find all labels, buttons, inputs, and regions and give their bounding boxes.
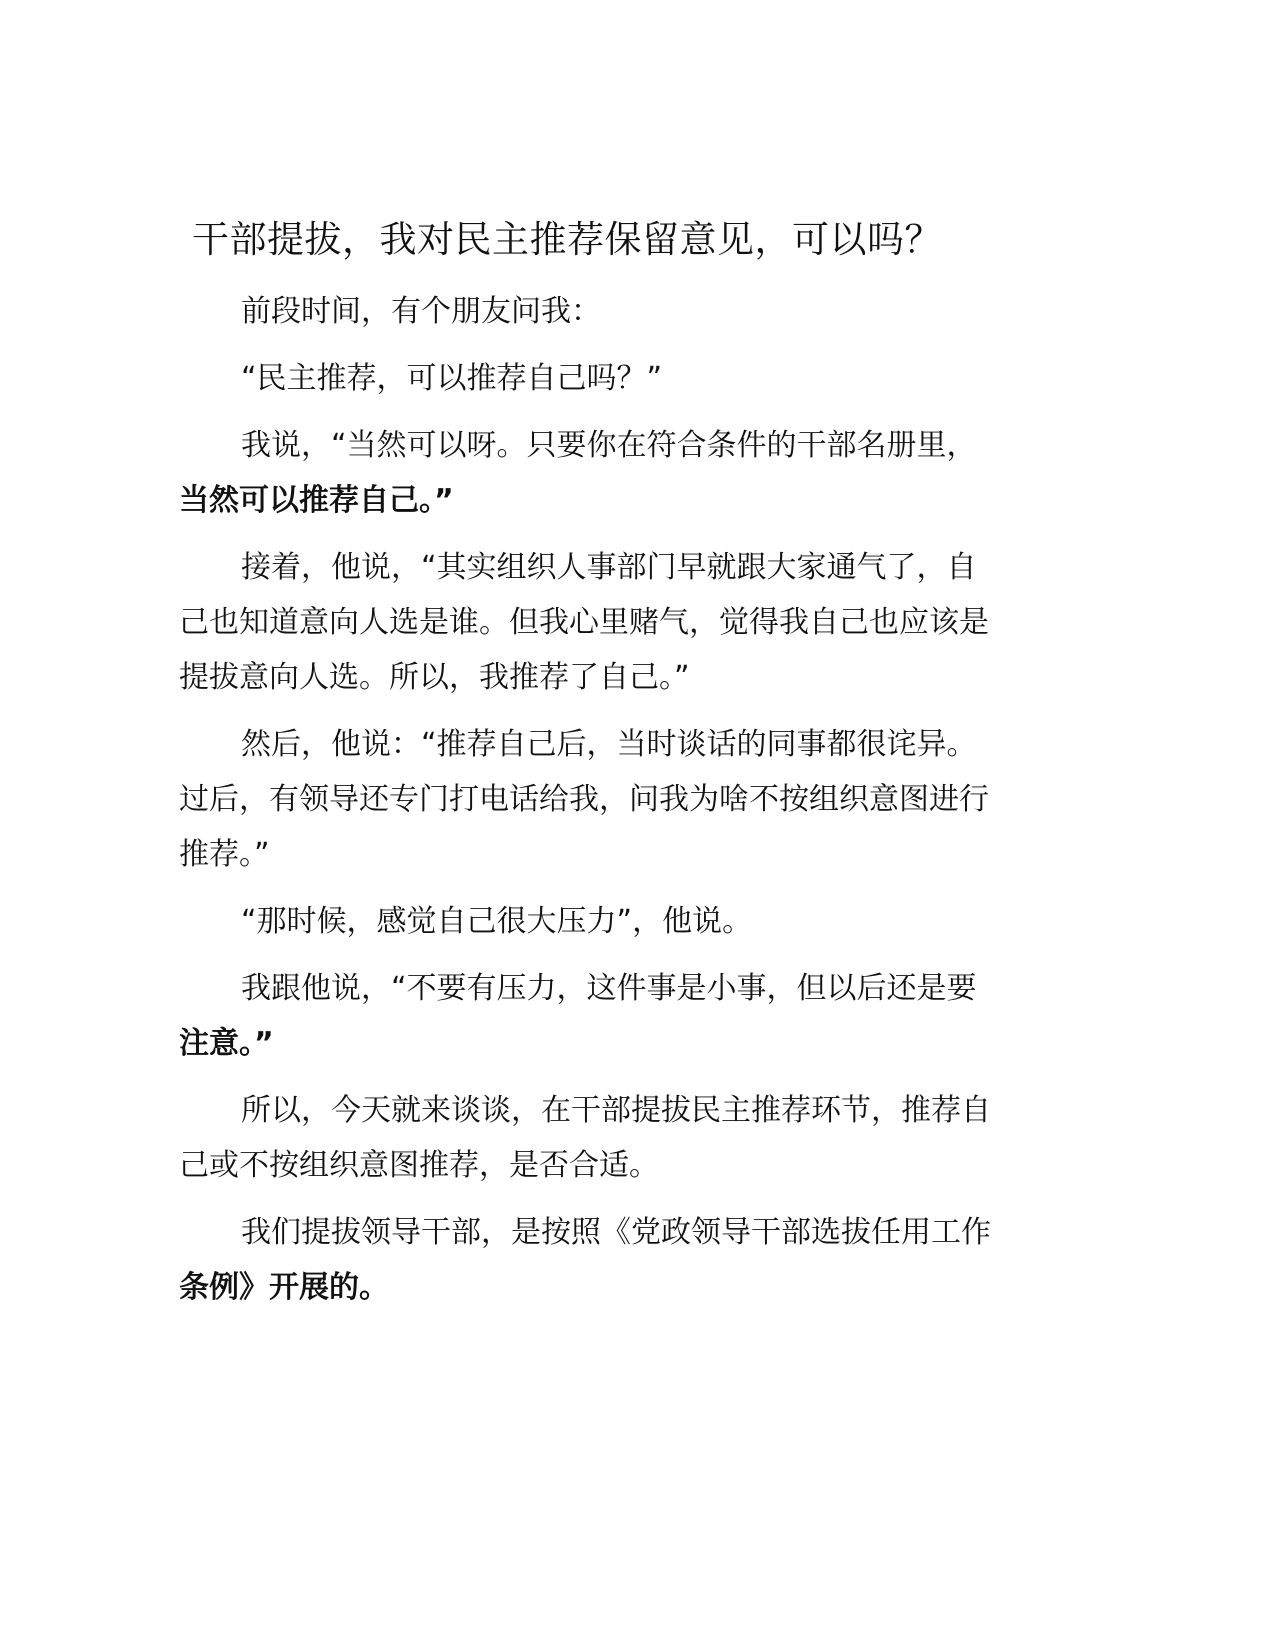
paragraph-line: 己或不按组织意图推荐，是否合适。: [179, 1148, 659, 1183]
paragraph-line: 注意。”: [179, 1026, 274, 1061]
paragraph-line: 我说，“当然可以呀。只要你在符合条件的干部名册里，: [241, 428, 977, 463]
paragraph-9: [179, 1205, 1041, 1315]
paragraph-line: 我跟他说，“不要有压力，这件事是小事，但以后还是要: [241, 971, 977, 1006]
paragraph-line: 所以，今天就来谈谈，在干部提拔民主推荐环节，推荐自: [241, 1093, 991, 1128]
paragraph-line: 过后，有领导还专门打电话给我，问我为啥不按组织意图进行: [179, 782, 989, 817]
paragraph-line: 推荐。”: [179, 837, 270, 872]
paragraph-line: 然后，他说：“推荐自己后，当时谈话的同事都很诧异。: [241, 727, 977, 762]
paragraph-3: [179, 418, 1041, 528]
paragraph-line: 接着，他说，“其实组织人事部门早就跟大家通气了，自: [241, 550, 977, 585]
paragraph-7: [179, 961, 1041, 1071]
paragraph-2: [179, 351, 1041, 406]
paragraph-line: 提拔意向人选。所以，我推荐了自己。”: [179, 660, 690, 695]
paragraph-line: 条例》开展的。: [179, 1270, 389, 1305]
document-body: [179, 284, 1041, 1327]
paragraph-line: 己也知道意向人选是谁。但我心里赌气，觉得我自己也应该是: [179, 605, 989, 640]
paragraph-4: [179, 540, 1041, 705]
paragraph-line: “民主推荐，可以推荐自己吗？”: [241, 361, 663, 396]
paragraph-1: [179, 284, 1041, 339]
paragraph-line: “那时候，感觉自己很大压力”，他说。: [241, 904, 753, 939]
document-title: 干部提拔，我对民主推荐保留意见，可以吗？: [192, 218, 942, 261]
paragraph-8: [179, 1083, 1041, 1193]
paragraph-6: [179, 894, 1041, 949]
paragraph-line: 我们提拔领导干部，是按照《党政领导干部选拔任用工作: [241, 1215, 991, 1250]
paragraph-line: 前段时间，有个朋友问我：: [241, 294, 601, 329]
paragraph-5: [179, 717, 1041, 882]
paragraph-line: 当然可以推荐自己。”: [179, 483, 454, 518]
